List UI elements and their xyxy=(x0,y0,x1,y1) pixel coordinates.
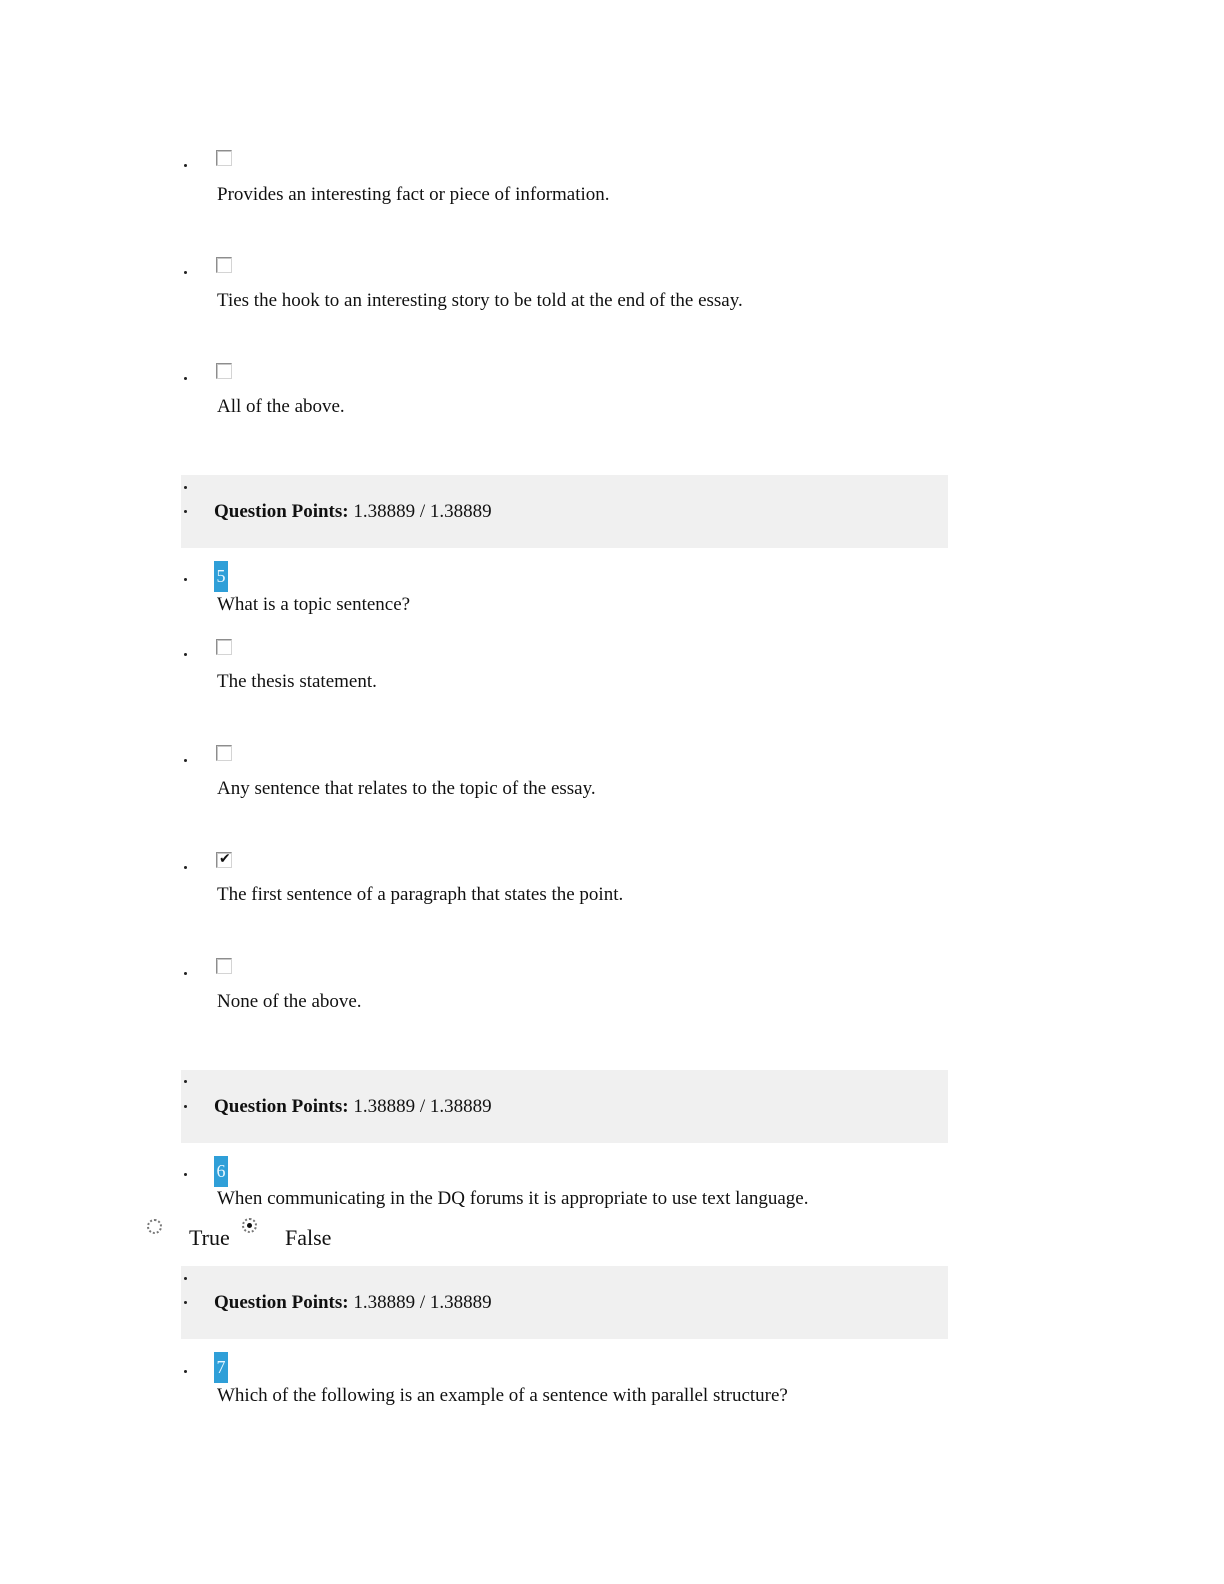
list-bullet xyxy=(184,866,187,869)
answer-option-label: Provides an interesting fact or piece of information. xyxy=(217,184,610,205)
true-label: True xyxy=(189,1225,230,1250)
list-bullet xyxy=(184,377,187,380)
question-points xyxy=(214,501,492,523)
question-points-label: Question Points: xyxy=(214,501,349,522)
question-text: Which of the following is an example of a sentence with parallel structure? xyxy=(217,1385,788,1406)
answer-option-label: None of the above. xyxy=(217,991,362,1012)
answer-checkbox[interactable] xyxy=(216,639,232,655)
answer-checkbox-checked[interactable] xyxy=(216,852,232,868)
answer-checkbox[interactable] xyxy=(216,363,232,379)
answer-checkbox[interactable] xyxy=(216,745,232,761)
answer-option-label: Ties the hook to an interesting story to be told at the end of the essay. xyxy=(217,290,743,311)
false-radio-selected[interactable] xyxy=(242,1218,257,1233)
answer-option-label: The first sentence of a paragraph that states the point. xyxy=(217,884,624,905)
list-bullet xyxy=(184,1301,187,1304)
checkmark-icon: ✔ xyxy=(219,851,231,867)
question-points-label: Question Points: xyxy=(214,1096,349,1117)
list-bullet xyxy=(184,1277,187,1280)
question-number-badge: 6 xyxy=(214,1156,228,1187)
list-bullet xyxy=(184,1080,187,1083)
answer-option-label: All of the above. xyxy=(217,396,345,417)
answer-checkbox[interactable] xyxy=(216,257,232,273)
question-points-label: Question Points: xyxy=(214,1292,349,1313)
question-number-badge: 7 xyxy=(214,1352,228,1383)
question-points-value: 1.38889 / 1.38889 xyxy=(353,1292,492,1313)
list-bullet xyxy=(184,759,187,762)
radio-selected-dot xyxy=(247,1223,252,1228)
answer-checkbox[interactable] xyxy=(216,150,232,166)
list-bullet xyxy=(184,1370,187,1373)
answer-option-label: The thesis statement. xyxy=(217,671,377,692)
true-radio[interactable] xyxy=(147,1219,162,1234)
list-bullet xyxy=(184,510,187,513)
answer-checkbox[interactable] xyxy=(216,958,232,974)
list-bullet xyxy=(184,653,187,656)
question-points-value: 1.38889 / 1.38889 xyxy=(353,501,492,522)
list-bullet xyxy=(184,1105,187,1108)
question-number-badge: 5 xyxy=(214,561,228,592)
list-bullet xyxy=(184,1173,187,1176)
question-points xyxy=(214,1292,492,1314)
list-bullet xyxy=(184,486,187,489)
question-points xyxy=(214,1096,492,1118)
question-text: When communicating in the DQ forums it is appropriate to use text language. xyxy=(217,1188,809,1209)
list-bullet xyxy=(184,271,187,274)
list-bullet xyxy=(184,972,187,975)
false-label: False xyxy=(285,1225,332,1250)
question-points-value: 1.38889 / 1.38889 xyxy=(353,1096,492,1117)
list-bullet xyxy=(184,578,187,581)
list-bullet xyxy=(184,164,187,167)
answer-option-label: Any sentence that relates to the topic of the essay. xyxy=(217,778,596,799)
question-text: What is a topic sentence? xyxy=(217,594,411,615)
